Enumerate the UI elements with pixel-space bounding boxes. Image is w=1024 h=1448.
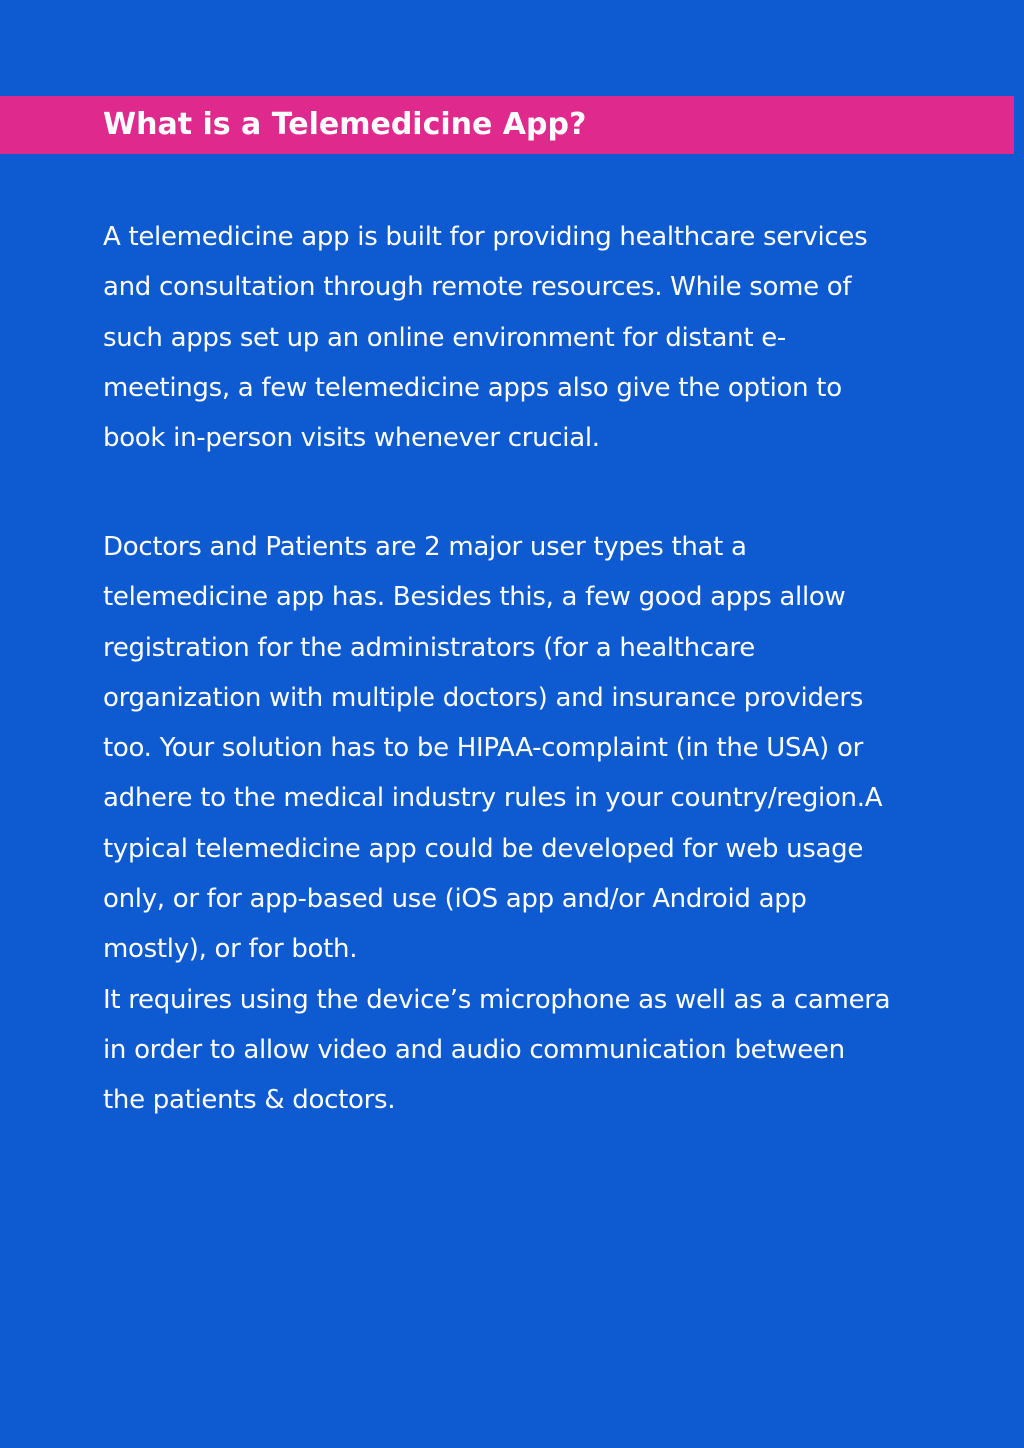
text-line: mostly), or for both. — [103, 934, 358, 965]
text-line: and consultation through remote resources. While some of — [103, 272, 852, 303]
text-line: organization with multiple doctors) and insurance providers — [103, 682, 863, 713]
text-line: It requires using the device’s microphone as well as a camera — [103, 984, 891, 1015]
paragraph-intro — [103, 212, 923, 463]
text-line: typical telemedicine app could be developed for web usage — [103, 833, 864, 864]
text-line: book in-person visits whenever crucial. — [103, 423, 600, 454]
paragraph-user-types — [103, 522, 923, 1126]
text-line: meetings, a few telemedicine apps also give the option to — [103, 372, 842, 403]
text-line: A telemedicine app is built for providing healthcare services — [103, 222, 868, 252]
text-line: only, or for app-based use (iOS app and/or Android app — [103, 884, 807, 915]
page-title: What is a Telemedicine App? — [103, 107, 587, 142]
text-line: too. Your solution has to be HIPAA-complaint (in the USA) or — [103, 733, 863, 764]
text-line: Doctors and Patients are 2 major user types that a — [103, 532, 747, 562]
text-line: registration for the administrators (for a healthcare — [103, 632, 755, 663]
text-line: adhere to the medical industry rules in your country/region.A — [103, 783, 883, 814]
text-line: telemedicine app has. Besides this, a few good apps allow — [103, 582, 846, 613]
text-line: in order to allow video and audio communication between — [103, 1034, 845, 1065]
title-banner — [0, 96, 1014, 154]
text-line: such apps set up an online environment for distant e- — [103, 322, 786, 353]
text-line: the patients & doctors. — [103, 1085, 396, 1116]
